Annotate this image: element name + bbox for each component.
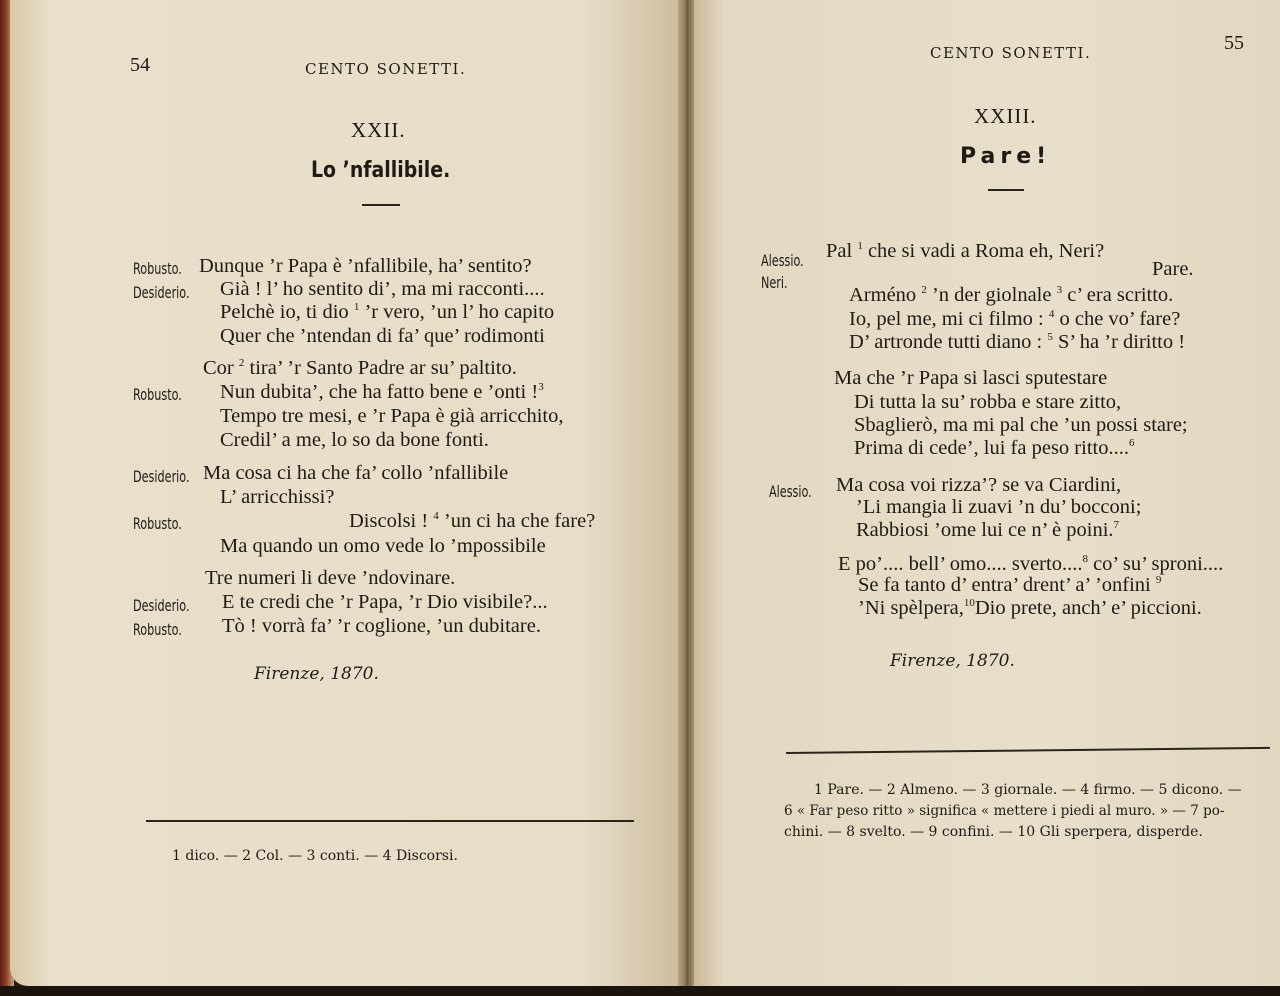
left-page <box>10 0 686 986</box>
left-verse-line-7: Tempo tre mesi, e ’r Papa è già arricchito, <box>220 405 564 427</box>
right-verse-line-14: Se fa tanto d’ entra’ drent’ a’ ’onfini $^9$ <box>858 574 1162 596</box>
left-verse-line-6: Nun dubita’, che ha fatto bene e ’onti !$^3$ <box>220 381 544 403</box>
right-speaker-2: Neri. <box>761 273 788 292</box>
left-speaker-3: Robusto. <box>133 385 182 404</box>
left-verse-line-12: Ma quando un omo vede lo ’mpossibile <box>220 535 546 557</box>
left-verse-line-15: Tò ! vorrà fa’ ’r coglione, ’un dubitare. <box>222 615 541 637</box>
right-verse-line-9: Prima di cede’, lui fa peso ritto....$^6$ <box>854 437 1135 459</box>
left-verse-line-4: Quer che ’ntendan di fa’ que’ rodimonti <box>220 325 545 347</box>
right-verse-line-7: Di tutta la su’ robba e stare zitto, <box>854 391 1122 413</box>
left-sonnet-number: XXII. <box>351 118 406 142</box>
left-verse-line-14: E te credi che ’r Papa, ’r Dio visibile?... <box>222 591 548 613</box>
left-speaker-7: Robusto. <box>133 620 182 639</box>
right-footnote-line-2: 6 « Far peso ritto » significa « mettere i piedi al muro. » — 7 po- <box>784 803 1225 819</box>
right-verse-line-15: ’Ni spèlpera,$^{10}$Dio prete, anch’ e’ piccioni. <box>858 597 1202 619</box>
left-verse-line-2: Già ! l’ ho sentito di’, ma mi racconti.... <box>220 278 545 300</box>
book-bottom-edge <box>0 986 1280 996</box>
right-footnote-line-3: chini. — 8 svelto. — 9 confini. — 10 Gli sperpera, disperde. <box>784 824 1203 840</box>
right-verse-line-4: Io, pel me, mi ci filmo : $^4$ o che vo’ fare? <box>849 308 1181 330</box>
right-page-number: 55 <box>1224 32 1244 54</box>
left-footnote-rule <box>146 820 634 822</box>
left-verse-line-10: L’ arricchissi? <box>220 486 335 508</box>
right-verse-line-5: D’ artronde tutti diano : $^5$ S’ ha ’r diritto ! <box>849 331 1186 353</box>
left-verse-line-3: Pelchè io, ti dio $^1$ ’r vero, ’un l’ ho capito <box>220 301 555 323</box>
right-dateline: Firenze, 1870. <box>890 651 1015 671</box>
left-dateline: Firenze, 1870. <box>254 664 379 684</box>
book-gutter <box>678 0 694 986</box>
left-verse-line-11: Discolsi ! $^4$ ’un ci ha che fare? <box>349 510 596 532</box>
right-running-head: CENTO SONETTI. <box>930 44 1092 62</box>
right-speaker-3: Alessio. <box>769 482 812 501</box>
right-verse-line-10: Ma cosa voi rizza’? se va Ciardini, <box>836 474 1122 496</box>
right-title-rule <box>988 189 1024 191</box>
right-footnote-line-1: 1 Pare. — 2 Almeno. — 3 giornale. — 4 firmo. — 5 dicono. — <box>814 782 1242 798</box>
left-verse-line-5: Cor $^2$ tira’ ’r Santo Padre ar su’ paltito. <box>203 357 517 379</box>
left-footnotes: 1 dico. — 2 Col. — 3 conti. — 4 Discorsi. <box>172 848 458 864</box>
right-verse-line-8: Sbaglierò, ma mi pal che ’un possi stare; <box>854 414 1188 436</box>
left-speaker-4: Desiderio. <box>133 467 190 486</box>
left-running-head: CENTO SONETTI. <box>305 60 467 78</box>
left-speaker-2: Desiderio. <box>133 283 190 302</box>
right-sonnet-number: XXIII. <box>974 104 1037 128</box>
left-verse-line-13: Tre numeri li deve ’ndovinare. <box>205 567 456 589</box>
left-verse-line-9: Ma cosa ci ha che fa’ collo ’nfallibile <box>203 462 509 484</box>
left-speaker-6: Desiderio. <box>133 596 190 615</box>
right-verse-line-12: Rabbiosi ’ome lui ce n’ è poini.$^7$ <box>856 519 1120 541</box>
right-verse-line-13: E po’.... bell’ omo.... sverto....$^8$ co’ su’ sproni.... <box>838 553 1224 575</box>
right-speaker-1: Alessio. <box>761 251 804 270</box>
right-sonnet-title: Pare! <box>960 144 1052 169</box>
left-page-number: 54 <box>130 54 150 76</box>
right-verse-line-6: Ma che ’r Papa si lasci sputestare <box>834 367 1108 389</box>
left-title-rule <box>362 204 400 206</box>
left-verse-line-8: Credil’ a me, lo so da bone fonti. <box>220 429 489 451</box>
left-verse-line-1: Dunque ’r Papa è ’nfallibile, ha’ sentito? <box>199 255 532 277</box>
left-sonnet-title: Lo ’nfallibile. <box>311 158 451 183</box>
right-verse-line-1: Pal $^1$ che si vadi a Roma eh, Neri? <box>826 240 1105 262</box>
right-verse-line-3: Arméno $^2$ ’n der giolnale $^3$ c’ era scritto. <box>849 284 1174 306</box>
left-speaker-1: Robusto. <box>133 259 182 278</box>
right-verse-line-11: ’Li mangia li zuavi ’n du’ bocconi; <box>856 496 1142 518</box>
left-speaker-5: Robusto. <box>133 514 182 533</box>
right-verse-line-2: Pare. <box>1152 258 1194 280</box>
